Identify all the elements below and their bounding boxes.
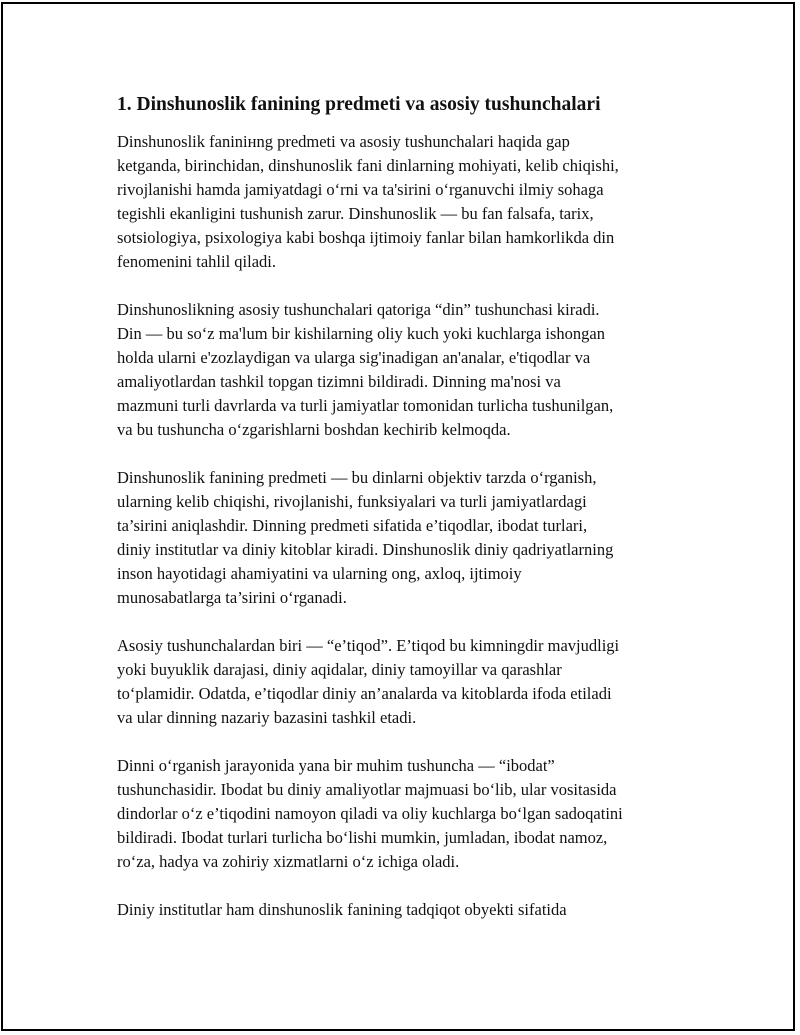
text-line: Din — bu so‘z ma'lum bir kishilarning oliy kuch yoki kuchlarga ishongan	[117, 324, 605, 343]
text-line: tegishli ekanligini tushunish zarur. Dinshunoslik — bu fan falsafa, tarix,	[117, 204, 594, 223]
document-body	[117, 92, 677, 946]
text-line: amaliyotlardan tashkil topgan tizimni bildiradi. Dinning ma'nosi va	[117, 372, 561, 391]
paragraph	[117, 754, 677, 874]
text-line: mazmuni turli davrlarda va turli jamiyatlar tomonidan turlicha tushunilgan,	[117, 396, 614, 415]
text-line: Dinni o‘rganish jarayonida yana bir muhim tushuncha — “ibodat”	[117, 756, 555, 775]
text-line: dindorlar o‘z e’tiqodini namoyon qiladi va oliy kuchlarga bo‘lgan sadoqatini	[117, 804, 623, 823]
text-line: ketganda, birinchidan, dinshunoslik fani dinlarning mohiyati, kelib chiqishi,	[117, 156, 619, 175]
text-line: inson hayotidagi ahamiyatini va ularning ong, axloq, ijtimoiy	[117, 564, 522, 583]
text-line: ularning kelib chiqishi, rivojlanishi, funksiyalari va turli jamiyatlardagi	[117, 492, 587, 511]
text-line: ro‘za, hadya va zohiriy xizmatlarni o‘z ichiga oladi.	[117, 852, 460, 871]
paragraph	[117, 898, 677, 922]
paragraph	[117, 634, 677, 730]
text-line: va bu tushuncha o‘zgarishlarni boshdan kechirib kelmoqda.	[117, 420, 511, 439]
text-line: bildiradi. Ibodat turlari turlicha bo‘lishi mumkin, jumladan, ibodat namoz,	[117, 828, 608, 847]
paragraph	[117, 466, 677, 610]
text-line: Dinshunoslik faninінng predmeti va asosiy tushunchalari haqida gap	[117, 132, 570, 151]
text-line: munosabatlarga ta’sirini o‘rganadi.	[117, 588, 347, 607]
text-line: tushunchasidir. Ibodat bu diniy amaliyotlar majmuasi bo‘lib, ular vositasida	[117, 780, 617, 799]
text-line: yoki buyuklik darajasi, diniy aqidalar, diniy tamoyillar va qarashlar	[117, 660, 562, 679]
paragraph	[117, 130, 677, 274]
text-line: rivojlanishi hamda jamiyatdagi o‘rni va ta'sirini o‘rganuvchi ilmiy sohaga	[117, 180, 604, 199]
text-line: diniy institutlar va diniy kitoblar kiradi. Dinshunoslik diniy qadriyatlarning	[117, 540, 614, 559]
text-line: Diniy institutlar ham dinshunoslik fanining tadqiqot obyekti sifatida	[117, 900, 567, 919]
text-line: to‘plamidir. Odatda, e’tiqodlar diniy an’analarda va kitoblarda ifoda etiladi	[117, 684, 612, 703]
text-line: ta’sirini aniqlashdir. Dinning predmeti sifatida e’tiqodlar, ibodat turlari,	[117, 516, 588, 535]
text-line: fenomenini tahlil qiladi.	[117, 252, 277, 271]
text-line: Asosiy tushunchalardan biri — “e’tiqod”. E’tiqod bu kimningdir mavjudligi	[117, 636, 620, 655]
text-line: Dinshunoslik fanining predmeti — bu dinlarni objektiv tarzda o‘rganish,	[117, 468, 597, 487]
text-line: sotsiologiya, psixologiya kabi boshqa ijtimoiy fanlar bilan hamkorlikda din	[117, 228, 615, 247]
section-heading: 1. Dinshunoslik fanining predmeti va asosiy tushunchalari	[117, 94, 601, 115]
paragraph	[117, 298, 677, 442]
text-line: va ular dinning nazariy bazasini tashkil etadi.	[117, 708, 417, 727]
text-line: Dinshunoslikning asosiy tushunchalari qatoriga “din” tushunchasi kiradi.	[117, 300, 600, 319]
text-line: holda ularni e'zozlaydigan va ularga sig'inadigan an'analar, e'tiqodlar va	[117, 348, 591, 367]
